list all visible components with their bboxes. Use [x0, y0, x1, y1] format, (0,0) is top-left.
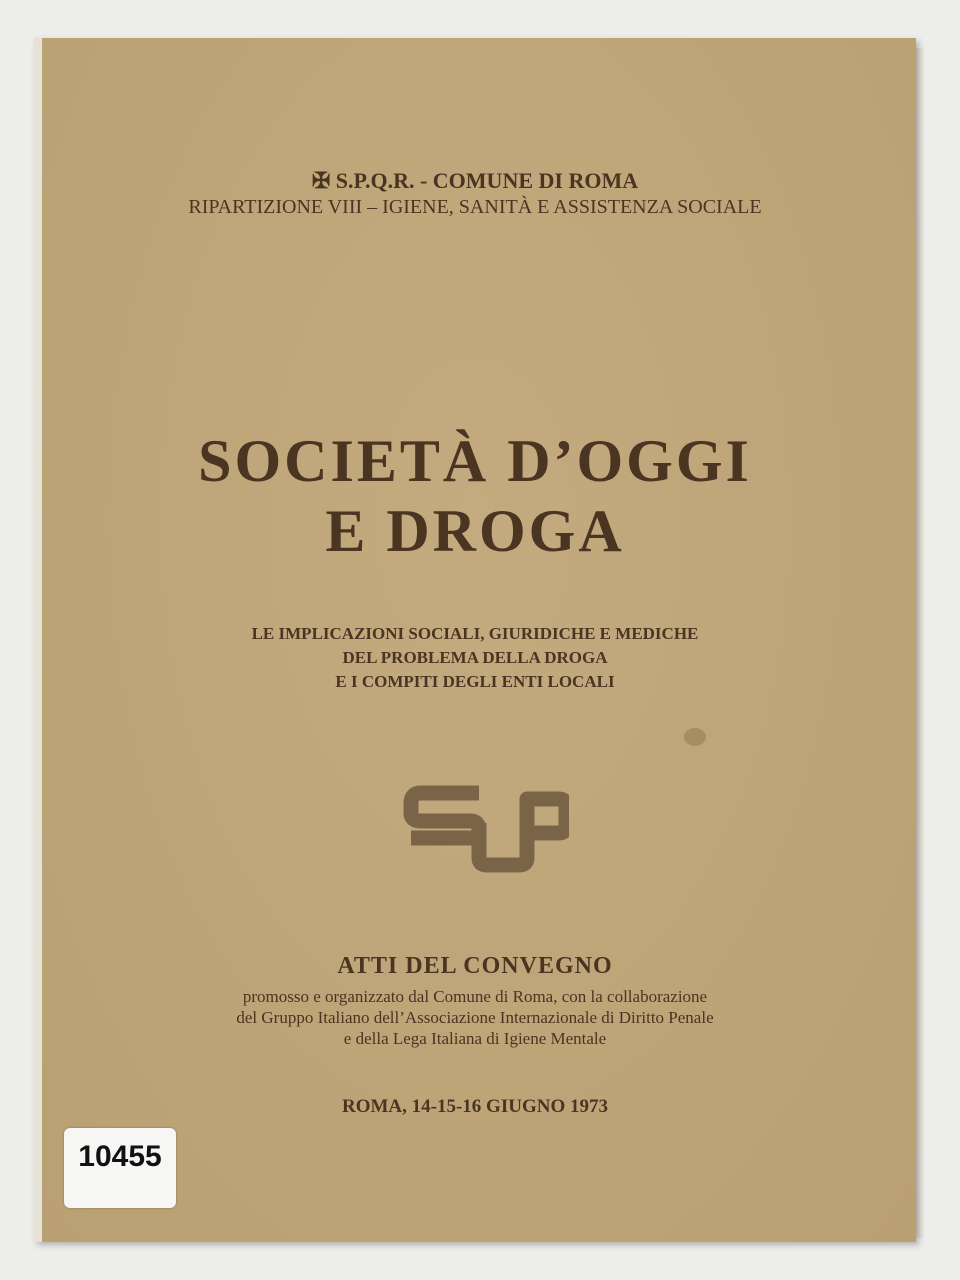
subtitle-line: DEL PROBLEMA DELLA DROGA: [342, 648, 608, 667]
subtitle-line: LE IMPLICAZIONI SOCIALI, GIURIDICHE E MEDICHE: [251, 624, 699, 643]
promoter-text: [34, 986, 916, 1049]
header-line1: ✠ S.P.Q.R. - COMUNE DI ROMA: [311, 168, 639, 193]
atti-heading: ATTI DEL CONVEGNO: [337, 953, 613, 979]
book-title: [34, 426, 916, 566]
title-line1: SOCIETÀ D’OGGI: [198, 428, 752, 494]
promoter-line: promosso e organizzato dal Comune di Roma, con la collaborazione: [242, 987, 708, 1006]
promoter-line: e della Lega Italiana di Igiene Mentale: [343, 1029, 607, 1048]
stain: [684, 728, 706, 746]
book-cover: [34, 38, 916, 1242]
subtitle-line: E I COMPITI DEGLI ENTI LOCALI: [335, 672, 615, 691]
sop-logo: [399, 763, 569, 873]
subtitle: [34, 622, 916, 694]
promoter-line: del Gruppo Italiano dell’Associazione Internazionale di Diritto Penale: [236, 1008, 714, 1027]
header-line2: RIPARTIZIONE VIII – IGIENE, SANITÀ E ASSISTENZA SOCIALE: [188, 196, 762, 218]
inventory-sticker: [64, 1128, 176, 1208]
event-date: ROMA, 14-15-16 GIUGNO 1973: [342, 1096, 608, 1117]
title-line2: E DROGA: [325, 498, 625, 564]
inventory-number: 10455: [78, 1140, 162, 1173]
